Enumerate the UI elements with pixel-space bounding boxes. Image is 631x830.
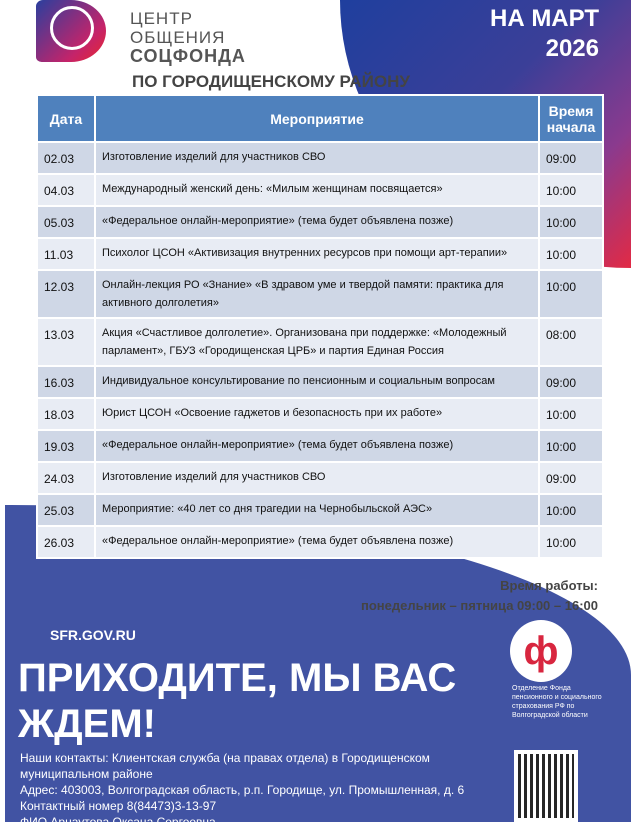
row-time: 09:00 — [539, 142, 603, 174]
row-event: Изготовление изделий для участников СВО — [95, 142, 539, 174]
brand-line: ЦЕНТР — [130, 9, 193, 28]
row-event: Международный женский день: «Милым женщинам посвящается» — [95, 174, 539, 206]
row-date: 26.03 — [37, 526, 95, 558]
table-row — [37, 318, 603, 366]
row-time: 10:00 — [539, 174, 603, 206]
logo-icon — [36, 0, 106, 62]
row-time: 10:00 — [539, 398, 603, 430]
header-event: Мероприятие — [95, 95, 539, 142]
row-time: 10:00 — [539, 430, 603, 462]
row-event: Онлайн-лекция РО «Знание» «В здравом уме и твердой памяти: практика для активного долголетия» — [95, 270, 539, 318]
working-hours — [361, 576, 598, 616]
sfr-caption: Отделение Фонда пенсионного и социального страхования РФ по Волгоградской области — [512, 685, 602, 719]
row-time: 10:00 — [539, 494, 603, 526]
row-time: 09:00 — [539, 366, 603, 398]
hours-value: понедельник – пятница 09:00 – 16:00 — [360, 598, 598, 613]
contact-line: Контактный номер 8(84473)3-13-97 — [20, 799, 217, 813]
table-row — [37, 494, 603, 526]
hours-label: Время работы: — [500, 578, 598, 593]
table-row — [37, 206, 603, 238]
table-row — [37, 142, 603, 174]
website-link[interactable]: SFR.GOV.RU — [50, 627, 136, 643]
row-date: 13.03 — [37, 318, 95, 366]
table-row — [37, 174, 603, 206]
row-date: 04.03 — [37, 174, 95, 206]
row-date: 12.03 — [37, 270, 95, 318]
row-time: 10:00 — [539, 206, 603, 238]
row-event: «Федеральное онлайн-мероприятие» (тема будет объявлена позже) — [95, 526, 539, 558]
table-row — [37, 270, 603, 318]
row-event: Мероприятие: «40 лет со дня трагедии на Чернобыльской АЭС» — [95, 494, 539, 526]
table-row — [37, 366, 603, 398]
contact-line: муниципальном районе — [20, 767, 153, 781]
period-month: НА МАРТ — [489, 5, 599, 32]
brand-line: СОЦФОНДА — [130, 46, 246, 66]
sfr-logo-icon: ф — [510, 620, 572, 682]
row-date: 19.03 — [37, 430, 95, 462]
row-time: 10:00 — [539, 238, 603, 270]
period-year: 2026 — [545, 35, 599, 62]
contact-line: Адрес: 403003, Волгоградская область, р.п. Городище, ул. Промышленная, д. 6 — [20, 783, 465, 797]
row-date: 24.03 — [37, 462, 95, 494]
qr-code-icon — [514, 750, 578, 822]
row-event: Психолог ЦСОН «Активизация внутренних ресурсов при помощи арт-терапии» — [95, 238, 539, 270]
district-title: ПО ГОРОДИЩЕНСКОМУ РАЙОНУ — [132, 72, 410, 91]
brand-name — [130, 9, 246, 66]
row-date: 05.03 — [37, 206, 95, 238]
row-date: 18.03 — [37, 398, 95, 430]
table-row — [37, 526, 603, 558]
table-row — [37, 398, 603, 430]
table-row — [37, 238, 603, 270]
row-event: Юрист ЦСОН «Освоение гаджетов и безопасность при их работе» — [95, 398, 539, 430]
table-row — [37, 462, 603, 494]
slogan-line: ПРИХОДИТЕ, МЫ ВАС — [18, 656, 457, 700]
period-title — [490, 4, 599, 64]
row-time: 10:00 — [539, 270, 603, 318]
row-time: 08:00 — [539, 318, 603, 366]
row-date: 25.03 — [37, 494, 95, 526]
row-event: Акция «Счастливое долголетие». Организована при поддержке: «Молодежный парламент», ГБУЗ «Городищенская ЦРБ» и партия Единая Россия — [95, 318, 539, 366]
row-date: 02.03 — [37, 142, 95, 174]
header-date: Дата — [37, 95, 95, 142]
row-time: 09:00 — [539, 462, 603, 494]
header-time: Время начала — [539, 95, 603, 142]
brand-line: ОБЩЕНИЯ — [130, 28, 226, 47]
slogan — [18, 655, 498, 747]
row-date: 16.03 — [37, 366, 95, 398]
row-date: 11.03 — [37, 238, 95, 270]
slogan-line: ЖДЕМ! — [18, 702, 156, 746]
row-event: Изготовление изделий для участников СВО — [95, 462, 539, 494]
contacts — [20, 750, 510, 830]
row-event: «Федеральное онлайн-мероприятие» (тема будет объявлена позже) — [95, 206, 539, 238]
row-time: 10:00 — [539, 526, 603, 558]
row-event: Индивидуальное консультирование по пенсионным и социальным вопросам — [95, 366, 539, 398]
table-row — [37, 430, 603, 462]
contact-line: ФИО Арнаутова Оксана Сергеевна — [20, 815, 216, 829]
schedule-table — [36, 94, 604, 559]
row-event: «Федеральное онлайн-мероприятие» (тема будет объявлена позже) — [95, 430, 539, 462]
contact-line: Наши контакты: Клиентская служба (на правах отдела) в Городищенском — [20, 751, 430, 765]
